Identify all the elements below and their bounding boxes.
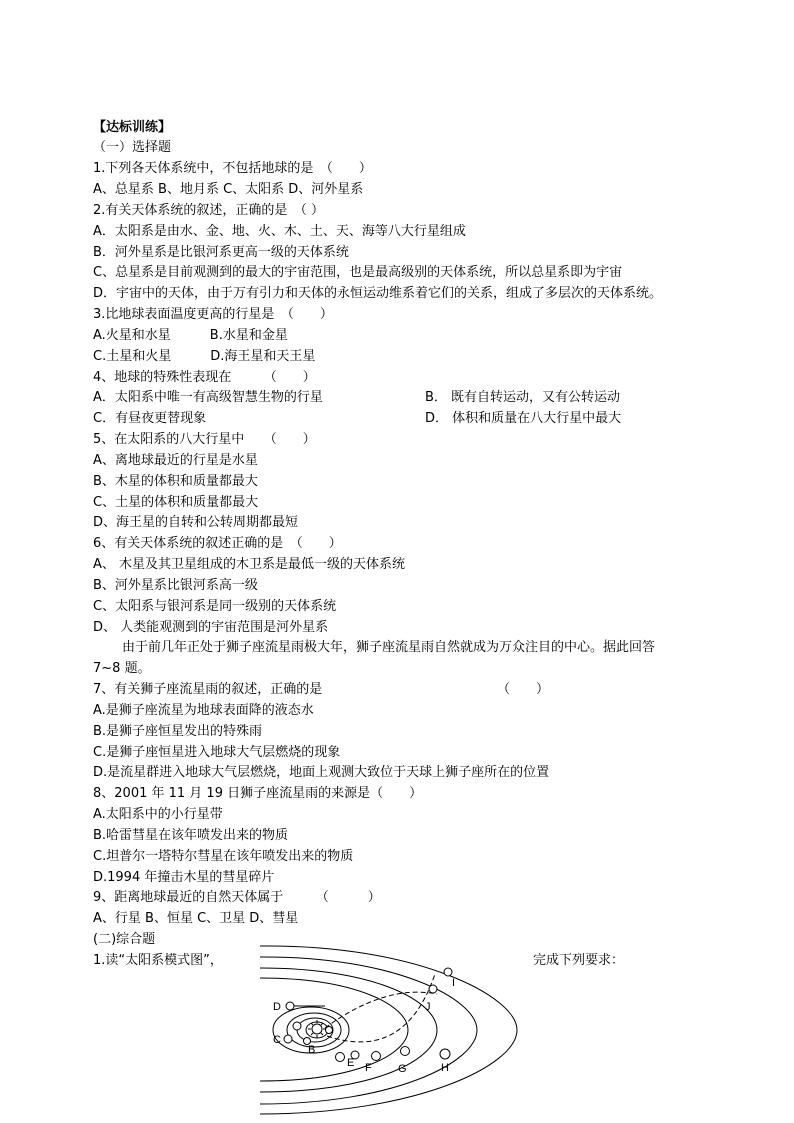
- q2-option-d: D．宇宙中的天体，由于万有引力和天体的永恒运动维系着它们的关系，组成了多层次的天体系统。: [93, 286, 663, 301]
- q6-option-a: A、 木星及其卫星组成的木卫系是最低一级的天体系统: [93, 557, 406, 572]
- q4-option-c: C．有昼夜更替现象: [93, 411, 207, 426]
- q8-option-a: A.太阳系中的小行星带: [93, 807, 223, 822]
- q7-option-d: D.是流星群进入地球大气层燃烧，地面上观测大致位于天球上狮子座所在的位置: [93, 765, 550, 780]
- q6-option-d: D、 人类能观测到的宇宙范围是河外星系: [93, 620, 329, 635]
- c1-stem: 1.读“太阳系模式图”，: [93, 953, 223, 968]
- passage-line2: 7~8 题。: [93, 661, 151, 676]
- planet-h: [440, 1049, 450, 1059]
- q7-option-a: A.是狮子座流星为地球表面降的液态水: [93, 703, 314, 718]
- planet-g: [401, 1047, 410, 1056]
- q2-option-b: B．河外星系是比银河系更高一级的天体系统: [93, 245, 349, 260]
- q9-stem: 9、距离地球最近的自然天体属于 （ ）: [93, 890, 381, 905]
- passage-line1: 由于前几年正处于狮子座流星雨极大年，狮子座流星雨自然就成为万众注目的中心。据此回答: [122, 640, 656, 655]
- planet-d: [286, 1002, 294, 1010]
- q4-option-d: D． 体积和质量在八大行星中最大: [425, 411, 622, 426]
- q5-option-c: C、土星的体积和质量都最大: [93, 495, 259, 510]
- q8-option-b: B.哈雷彗星在该年喷发出来的物质: [93, 828, 289, 843]
- planet-i: [444, 968, 452, 976]
- q2-stem: 2.有关天体系统的叙述，正确的是 （ ）: [93, 203, 325, 218]
- label-d: D: [273, 1001, 281, 1013]
- planet-c: [284, 1035, 292, 1043]
- sun: [308, 1020, 326, 1038]
- q7-stem: 7、有关狮子座流星雨的叙述，正确的是: [93, 682, 323, 697]
- orbit-5: [260, 978, 408, 1081]
- label-b: B: [308, 1044, 316, 1056]
- q5-option-d: D、海王星的自转和公转周期都最短: [93, 515, 299, 530]
- c1-instruction: 完成下列要求：: [533, 953, 625, 968]
- q3-options-ab: A.火星和水星 B.水星和金星: [93, 328, 288, 343]
- q4-option-a: A．太阳系中唯一有高级智慧生物的行星: [93, 390, 323, 405]
- q7-option-b: B.是狮子座恒星发出的特殊雨: [93, 724, 263, 739]
- sun-icon: [312, 1024, 322, 1034]
- planet-j: [429, 985, 437, 993]
- q6-option-c: C、太阳系与银河系是同一级别的天体系统: [93, 599, 337, 614]
- label-c: C: [273, 1034, 281, 1046]
- label-i: I: [452, 977, 456, 989]
- planet-1: [326, 1027, 333, 1034]
- q5-option-a: A、离地球最近的行星是水星: [93, 453, 258, 468]
- label-h: H: [441, 1062, 449, 1074]
- q2-option-c: C、总星系是目前观测到的最大的宇宙范围，也是最高级别的天体系统，所以总星系即为宇宙: [93, 265, 623, 280]
- label-j: J: [425, 1001, 431, 1013]
- label-g: G: [398, 1063, 407, 1075]
- q6-stem: 6、有关天体系统的叙述正确的是 （ ）: [93, 536, 342, 551]
- q4-stem: 4、地球的特殊性表现在 （ ）: [93, 370, 316, 385]
- q5-option-b: B、木星的体积和质量都最大: [93, 474, 258, 489]
- q1-stem: 1.下列各天体系统中，不包括地球的是 （ ）: [93, 161, 372, 176]
- planet-f2: [372, 1052, 381, 1061]
- dashed-path-upper: [325, 992, 437, 1028]
- section1-title: （一）选择题: [93, 140, 172, 155]
- q2-option-a: A．太阳系是由水、金、地、火、木、土、天、海等八大行星组成: [93, 224, 466, 239]
- planet-e: [336, 1053, 345, 1062]
- q9-options: A、行星 B、恒星 C、卫星 D、彗星: [93, 911, 299, 926]
- q4-option-b: B． 既有自转运动，又有公转运动: [425, 390, 621, 405]
- planet-2: [293, 1022, 301, 1030]
- label-e: E: [347, 1057, 355, 1069]
- label-f: F: [365, 1062, 372, 1074]
- q7-answer-paren: （ ）: [497, 682, 550, 697]
- section2-title: (二)综合题: [93, 932, 156, 947]
- section-header: 【达标训练】: [93, 120, 172, 135]
- q3-stem: 3.比地球表面温度更高的行星是 （ ）: [93, 307, 333, 322]
- q8-stem: 8、2001 年 11 月 19 日狮子座流星雨的来源是（ ）: [93, 786, 423, 801]
- q7-option-c: C.是狮子座恒星进入地球大气层燃烧的现象: [93, 745, 341, 760]
- solar-system-svg: [255, 944, 520, 1116]
- q5-stem: 5、在太阳系的八大行星中 （ ）: [93, 432, 316, 447]
- q8-option-c: C.坦普尔一塔特尔彗星在该年喷发出来的物质: [93, 849, 354, 864]
- q1-options: A、总星系 B、地月系 C、太阳系 D、河外星系: [93, 182, 364, 197]
- q3-options-cd: C.土星和火星 D.海王星和天王星: [93, 349, 316, 364]
- solar-system-diagram: [255, 944, 520, 1116]
- q6-option-b: B、河外星系比银河系高一级: [93, 578, 258, 593]
- q8-option-d: D.1994 年撞击木星的彗星碎片: [93, 870, 275, 885]
